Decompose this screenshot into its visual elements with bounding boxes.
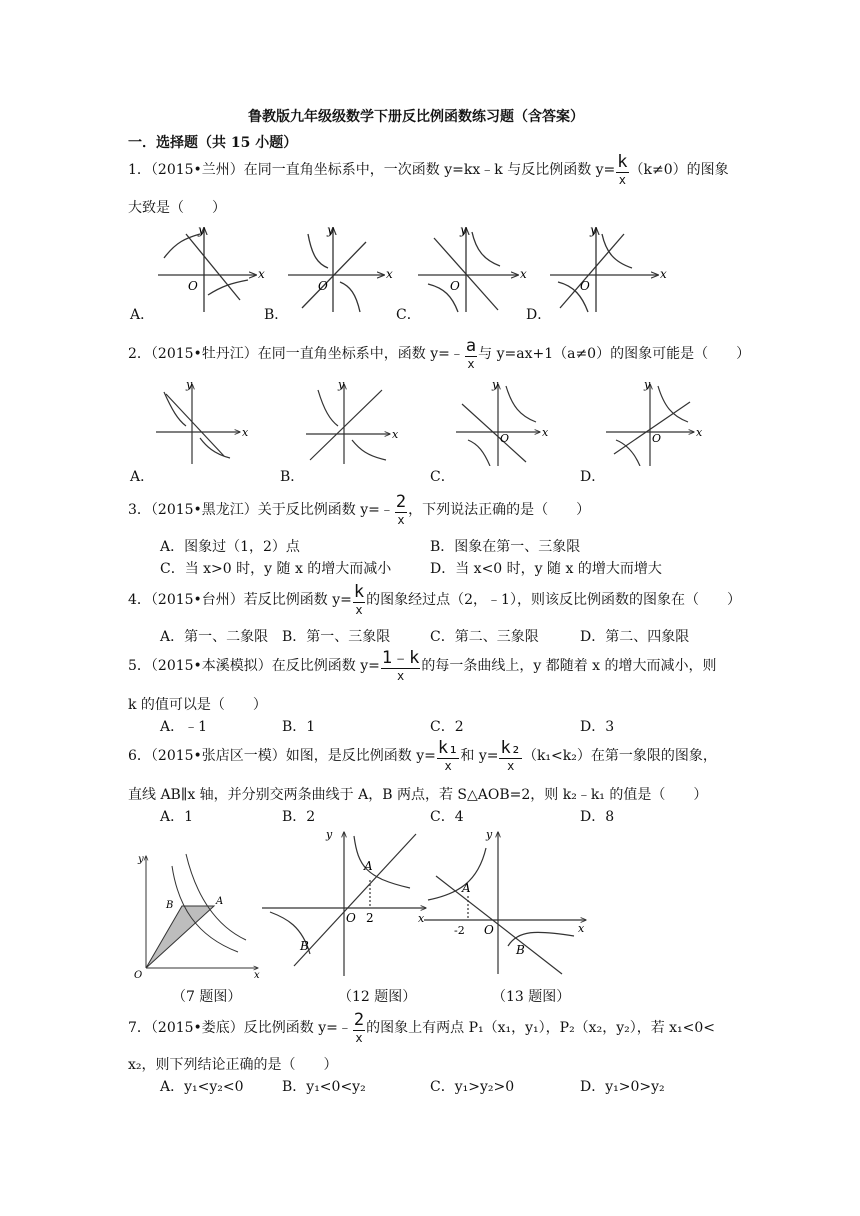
figure-12 bbox=[262, 832, 426, 976]
q6-text-b: （k₁<k₂）在第一象限的图象， bbox=[522, 748, 717, 764]
q7-fraction bbox=[353, 1012, 365, 1044]
q7-option-c: C．y₁>y₂>0 bbox=[430, 1079, 515, 1095]
fig7-point-a: A bbox=[216, 896, 224, 907]
q1-label-d: D． bbox=[526, 307, 552, 323]
question-6-stem bbox=[128, 740, 717, 772]
question-5-stem bbox=[128, 650, 717, 682]
section-heading: 一．选择题（共 15 小题） bbox=[128, 135, 298, 151]
q1-a-o: O bbox=[188, 279, 198, 293]
fig13-origin: O bbox=[484, 923, 494, 937]
q4-text-b: 的图象经过点（2，﹣1），则该反比例函数的图象在（ ） bbox=[366, 592, 741, 608]
q5-text-a: 5．（2015•本溪模拟）在反比例函数 y= bbox=[128, 658, 380, 674]
q2-b-y: y bbox=[338, 378, 345, 391]
q7-option-b: B．y₁<0<y₂ bbox=[282, 1079, 366, 1095]
q1-text-a: 1．（2015•兰州）在同一直角坐标系中，一次函数 y=kx﹣k 与反比例函数 y= bbox=[128, 162, 616, 178]
q4-fraction bbox=[353, 584, 365, 616]
q1-frac-den: x bbox=[618, 173, 627, 187]
question-3-stem bbox=[128, 494, 590, 526]
caption-fig-7: （7 题图） bbox=[172, 989, 242, 1005]
q5-frac-den: x bbox=[397, 669, 405, 683]
q2-label-b: B． bbox=[280, 469, 305, 485]
fig12-tick-2: 2 bbox=[366, 911, 374, 925]
q1-label-b: B． bbox=[264, 307, 289, 323]
q6-fraction-2 bbox=[499, 740, 521, 772]
q1-c-x: x bbox=[520, 267, 527, 281]
q7-text-b: 的图象上有两点 P₁（x₁，y₁），P₂（x₂，y₂），若 x₁<0< bbox=[366, 1020, 716, 1036]
q2-d-y: y bbox=[644, 378, 651, 391]
fig7-point-b: B bbox=[166, 900, 174, 911]
q7-option-d: D．y₁>0>y₂ bbox=[580, 1079, 665, 1095]
q5-option-a: A．﹣1 bbox=[160, 719, 208, 735]
q1-d-x: x bbox=[660, 267, 667, 281]
q4-option-d: D．第二、四象限 bbox=[580, 629, 690, 645]
fig13-tick-neg2: -2 bbox=[454, 924, 465, 937]
q1-graph-c bbox=[418, 228, 518, 312]
q2-frac-den: x bbox=[467, 357, 475, 371]
q6-frac1-num: k₁ bbox=[437, 738, 459, 758]
q4-option-a: A．第一、二象限 bbox=[160, 629, 269, 645]
q2-a-y: y bbox=[186, 378, 193, 391]
q6-frac2-num: k₂ bbox=[500, 738, 521, 758]
q2-graph-d bbox=[606, 384, 694, 466]
q2-label-c: C． bbox=[430, 469, 455, 485]
fig7-origin: O bbox=[134, 970, 143, 981]
fig7-y-label: y bbox=[138, 854, 144, 865]
q6-fraction-1 bbox=[437, 740, 459, 772]
q6-text-c: 直线 AB∥x 轴，并分别交两条曲线于 A，B 两点，若 S△AOB=2，则 k₂﹣k₁ 的值是（ ） bbox=[128, 787, 708, 803]
q6-frac2-den: x bbox=[507, 759, 515, 773]
figures-row bbox=[126, 826, 596, 986]
q4-option-c: C．第二、三象限 bbox=[430, 629, 539, 645]
question-4-stem bbox=[128, 584, 741, 616]
question-2-stem bbox=[128, 338, 750, 370]
q1-c-y: y bbox=[460, 223, 467, 237]
q1-b-x: x bbox=[386, 267, 393, 281]
q7-frac-num: 2 bbox=[353, 1010, 365, 1030]
caption-fig-13: （13 题图） bbox=[492, 989, 571, 1005]
q5-fraction bbox=[381, 650, 420, 682]
q1-fraction bbox=[616, 154, 628, 186]
q2-graph-b bbox=[306, 384, 390, 464]
q4-option-b: B．第一、三象限 bbox=[282, 629, 391, 645]
q1-frac-num: k bbox=[617, 152, 628, 172]
q6-option-b: B．2 bbox=[282, 809, 316, 825]
fig13-y-label: y bbox=[486, 828, 493, 841]
q2-b-x: x bbox=[392, 428, 399, 441]
q5-option-d: D．3 bbox=[580, 719, 615, 735]
q1-text-b: （k≠0）的图象 bbox=[629, 162, 729, 178]
q1-graph-b bbox=[288, 228, 384, 312]
q5-text-b: 的每一条曲线上，y 都随着 x 的增大而减小，则 bbox=[421, 658, 717, 674]
q7-text-a: 7．（2015•娄底）反比例函数 y=﹣ bbox=[128, 1020, 352, 1036]
q2-d-o: O bbox=[652, 432, 662, 445]
q1-d-y: y bbox=[590, 223, 597, 237]
q3-option-a: A．图象过（1，2）点 bbox=[160, 539, 300, 555]
q7-text-c: x₂，则下列结论正确的是（ ） bbox=[128, 1057, 338, 1073]
fig13-x-label: x bbox=[578, 922, 585, 935]
fig7-x-label: x bbox=[254, 970, 260, 981]
q2-c-x: x bbox=[542, 426, 549, 439]
q2-d-x: x bbox=[696, 426, 703, 439]
q6-option-d: D．8 bbox=[580, 809, 615, 825]
figure-13 bbox=[424, 832, 586, 974]
q2-a-x: x bbox=[242, 426, 249, 439]
q2-fraction bbox=[465, 338, 477, 370]
q7-frac-den: x bbox=[355, 1031, 363, 1045]
fig13-point-a: A bbox=[462, 881, 471, 895]
q4-frac-num: k bbox=[353, 582, 365, 602]
q4-text-a: 4．（2015•台州）若反比例函数 y= bbox=[128, 592, 352, 608]
q1-b-y: y bbox=[327, 223, 334, 237]
fig12-point-b: B bbox=[300, 939, 309, 953]
fig12-x-label: x bbox=[418, 912, 425, 925]
q1-d-o: O bbox=[580, 279, 590, 293]
q3-fraction bbox=[395, 494, 407, 526]
q2-frac-num: a bbox=[465, 336, 477, 356]
q5-text-c: k 的值可以是（ ） bbox=[128, 697, 267, 713]
q2-graph-a bbox=[156, 384, 240, 464]
q2-option-graphs bbox=[128, 376, 728, 466]
q1-c-o: O bbox=[450, 279, 460, 293]
q2-label-d: D． bbox=[580, 469, 606, 485]
q1-a-y: y bbox=[198, 223, 205, 237]
fig7-triangle-aob bbox=[146, 906, 214, 968]
q2-c-o: O bbox=[500, 432, 510, 445]
q2-text-b: 与 y=ax+1（a≠0）的图象可能是（ ） bbox=[478, 346, 751, 362]
q1-label-c: C． bbox=[396, 307, 421, 323]
fig12-origin: O bbox=[346, 911, 356, 925]
q3-option-b: B．图象在第一、三象限 bbox=[430, 539, 581, 555]
q1-a-x: x bbox=[258, 267, 265, 281]
q3-option-d: D．当 x<0 时，y 随 x 的增大而增大 bbox=[430, 561, 662, 577]
q3-option-c: C．当 x>0 时，y 随 x 的增大而减小 bbox=[160, 561, 392, 577]
q1-b-o: O bbox=[318, 279, 328, 293]
q3-text-a: 3．（2015•黑龙江）关于反比例函数 y=﹣ bbox=[128, 502, 394, 518]
q6-text-a: 6．（2015•张店区一模）如图，是反比例函数 y= bbox=[128, 748, 436, 764]
q4-frac-den: x bbox=[355, 603, 363, 617]
q5-option-b: B．1 bbox=[282, 719, 316, 735]
q6-text-mid: 和 y= bbox=[460, 748, 499, 764]
q1-graph-a bbox=[158, 228, 256, 312]
q1-label-a: A． bbox=[130, 307, 155, 323]
fig13-point-b: B bbox=[516, 943, 525, 957]
q7-option-a: A．y₁<y₂<0 bbox=[160, 1079, 244, 1095]
q5-frac-num: 1﹣k bbox=[381, 648, 420, 668]
fig12-point-a: A bbox=[364, 859, 373, 873]
q2-text-a: 2．（2015•牡丹江）在同一直角坐标系中，函数 y=﹣ bbox=[128, 346, 464, 362]
question-1-stem bbox=[128, 154, 729, 186]
question-7-stem bbox=[128, 1012, 715, 1044]
q1-graph-d bbox=[550, 228, 658, 312]
q3-text-b: ，下列说法正确的是（ ） bbox=[408, 502, 591, 518]
q2-c-y: y bbox=[492, 378, 499, 391]
fig12-y-label: y bbox=[326, 828, 333, 841]
caption-fig-12: （12 题图） bbox=[338, 989, 417, 1005]
q6-option-a: A．1 bbox=[160, 809, 194, 825]
q6-frac1-den: x bbox=[444, 759, 452, 773]
page-title: 鲁教版九年级级数学下册反比例函数练习题（含答案） bbox=[248, 109, 584, 125]
figure-7 bbox=[134, 854, 260, 981]
q2-graph-c bbox=[456, 384, 540, 466]
q3-frac-den: x bbox=[397, 513, 405, 527]
q1-text-c: 大致是（ ） bbox=[128, 200, 226, 216]
q2-label-a: A． bbox=[130, 469, 155, 485]
q5-option-c: C．2 bbox=[430, 719, 464, 735]
q6-option-c: C．4 bbox=[430, 809, 464, 825]
q3-frac-num: 2 bbox=[395, 492, 407, 512]
